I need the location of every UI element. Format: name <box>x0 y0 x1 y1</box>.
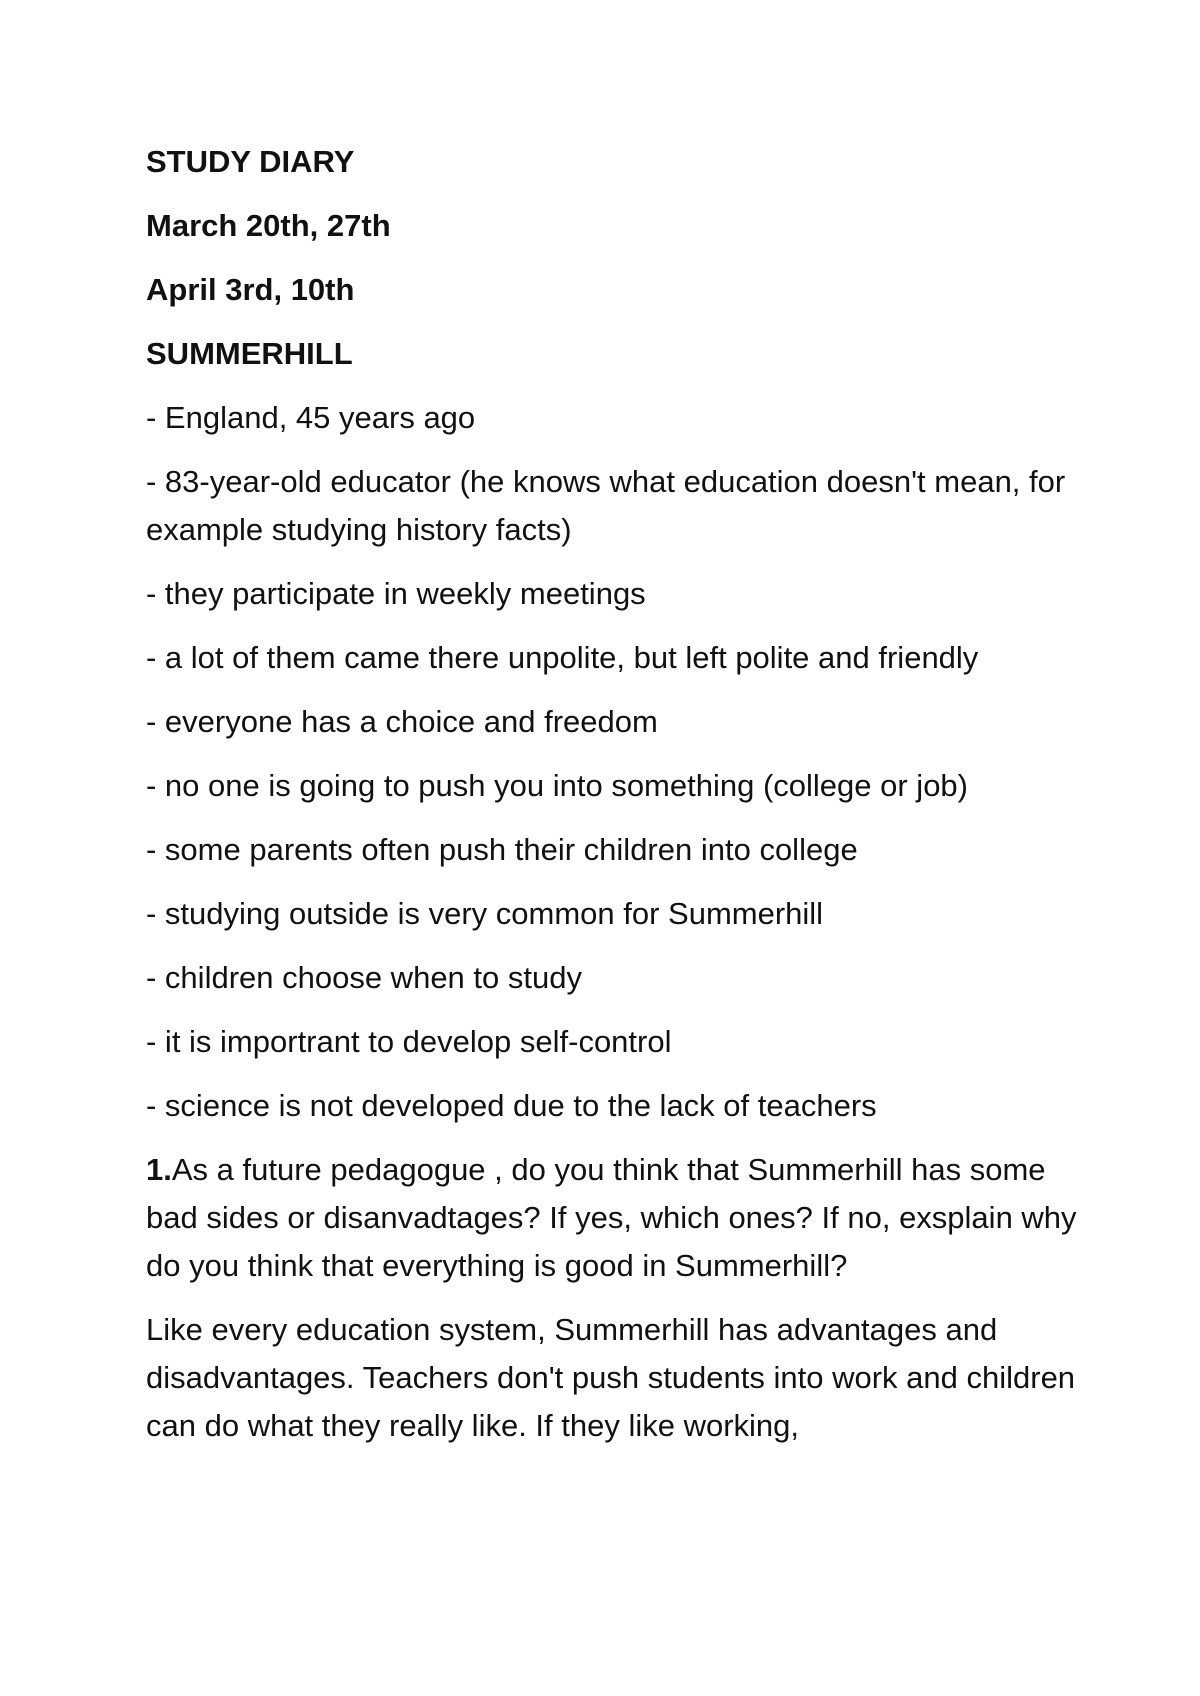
notes-list <box>146 394 1086 1130</box>
note-item: - no one is going to push you into something (college or job) <box>146 768 968 803</box>
note-item: - a lot of them came there unpolite, but left polite and friendly <box>146 640 979 675</box>
dates-april: April 3rd, 10th <box>146 272 355 307</box>
note-item: - children choose when to study <box>146 960 582 995</box>
note-item: - science is not developed due to the lack of teachers <box>146 1088 877 1123</box>
dates-march: March 20th, 27th <box>146 208 391 243</box>
answer-paragraph: Like every education system, Summerhill has advantages and disadvantages. Teachers don't push students into work and children can do what they really like. If they like working, <box>146 1312 1076 1443</box>
document-page <box>146 138 1086 1466</box>
document-title: STUDY DIARY <box>146 144 355 179</box>
note-item: - they participate in weekly meetings <box>146 576 646 611</box>
question-number: 1. <box>146 1152 172 1187</box>
topic-heading: SUMMERHILL <box>146 336 353 371</box>
question-text: As a future pedagogue , do you think that Summerhill has some bad sides or disanvadtages? If yes, which ones? If no, exsplain why do you think that everything is good in Summerhill? <box>146 1152 1077 1283</box>
note-item: - 83-year-old educator (he knows what education doesn't mean, for example studying history facts) <box>146 464 1066 547</box>
question-paragraph <box>146 1146 1086 1290</box>
note-item: - everyone has a choice and freedom <box>146 704 658 739</box>
note-item: - studying outside is very common for Summerhill <box>146 896 824 931</box>
note-item: - England, 45 years ago <box>146 400 476 435</box>
note-item: - it is importrant to develop self-control <box>146 1024 672 1059</box>
note-item: - some parents often push their children into college <box>146 832 858 867</box>
